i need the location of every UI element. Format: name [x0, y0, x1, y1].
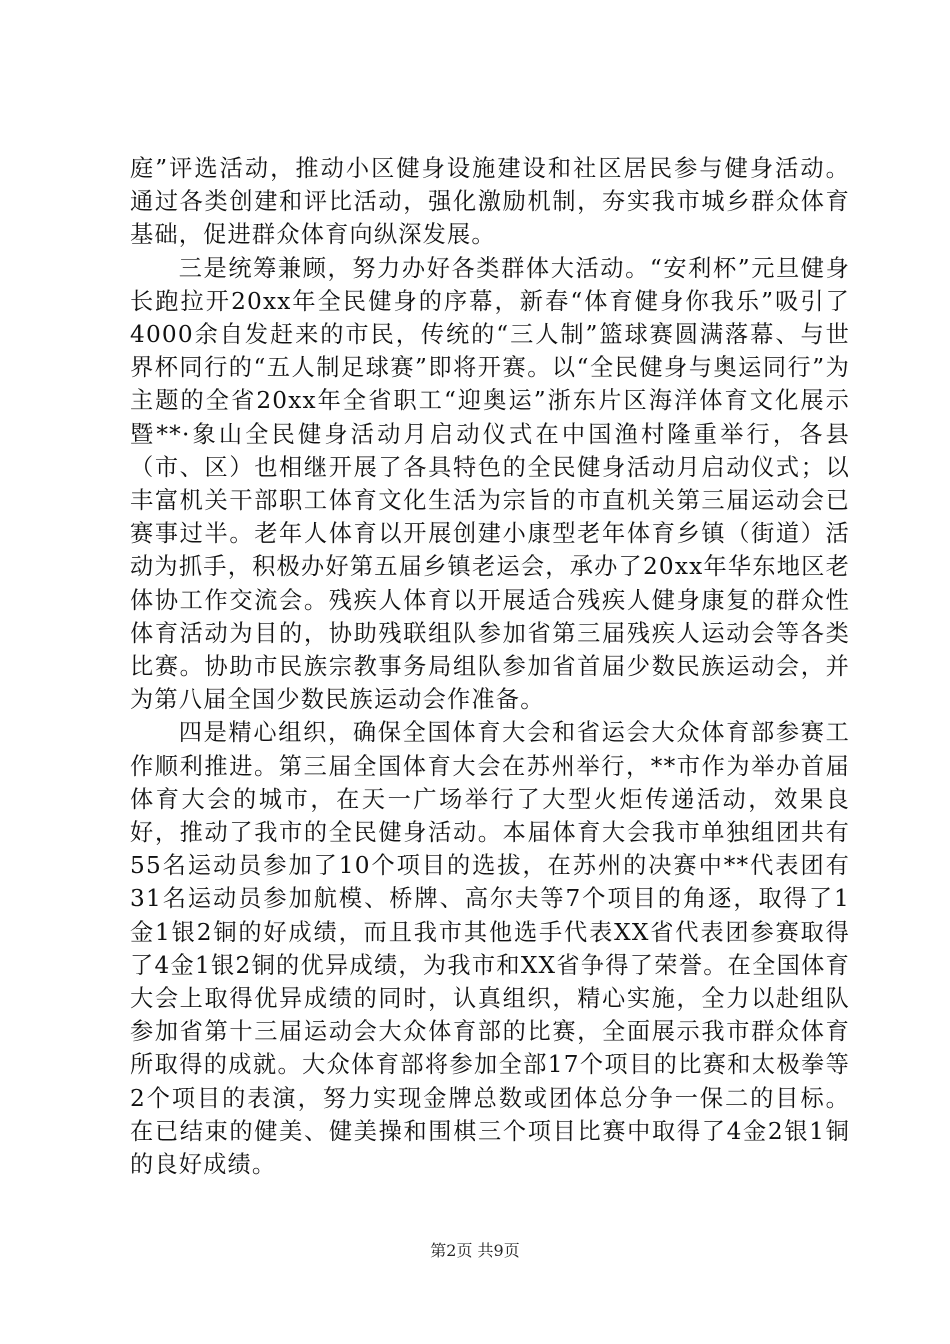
paragraph-continuation: 庭”评选活动，推动小区健身设施建设和社区居民参与健身活动。通过各类创建和评比活动，强化激励机制，夯实我市城乡群众体育基础，促进群众体育向纵深发展。 — [130, 155, 850, 249]
page-number-footer: 第2页 共9页 — [430, 1241, 520, 1260]
paragraph-mass-activities: 三是统筹兼顾，努力办好各类群体大活动。“安利杯”元旦健身长跑拉开20xx年全民健身的序幕，新春“体育健身你我乐”吸引了4000余自发赶来的市民，传统的“三人制”篮球赛圆满落幕、与世界杯同行的“五人制足球赛”即将开赛。以“全民健身与奥运同行”为主题的全省20xx年全省职工“迎奥运”浙东片区海洋体育文化展示暨**·象山全民健身活动月启动仪式在中国渔村隆重举行，各县（市、区）也相继开展了各具特色的全民健身活动月启动仪式；以丰富机关干部职工体育文化生活为宗旨的市直机关第三届运动会已赛事过半。老年人体育以开展创建小康型老年体育乡镇（街道）活动为抓手，积极办好第五届乡镇老运会，承办了20xx年华东地区老体协工作交流会。残疾人体育以开展适合残疾人健身康复的群众性体育活动为目的，协助残联组队参加省第三届残疾人运动会等各类比赛。协助市民族宗教事务局组队参加省首届少数民族运动会，并为第八届全国少数民族运动会作准备。 — [130, 254, 850, 714]
document-body — [130, 152, 850, 1181]
paragraph-national-games: 四是精心组织，确保全国体育大会和省运会大众体育部参赛工作顺利推进。第三届全国体育大会在苏州举行，**市作为举办首届体育大会的城市，在天一广场举行了大型火炬传递活动，效果良好，推动了我市的全民健身活动。本届体育大会我市单独组团共有55名运动员参加了10个项目的选拔，在苏州的决赛中**代表团有31名运动员参加航模、桥牌、高尔夫等7个项目的角逐，取得了1金1银2铜的好成绩，而且我市其他选手代表XX省代表团参赛取得了4金1银2铜的优异成绩，为我市和XX省争得了荣誉。在全国体育大会上取得优异成绩的同时，认真组织，精心实施，全力以赴组队参加省第十三届运动会大众体育部的比赛，全面展示我市群众体育所取得的成就。大众体育部将参加全部17个项目的比赛和太极拳等2个项目的表演，努力实现金牌总数或团体总分争一保二的目标。在已结束的健美、健美操和围棋三个项目比赛中取得了4金2银1铜的良好成绩。 — [130, 719, 850, 1179]
